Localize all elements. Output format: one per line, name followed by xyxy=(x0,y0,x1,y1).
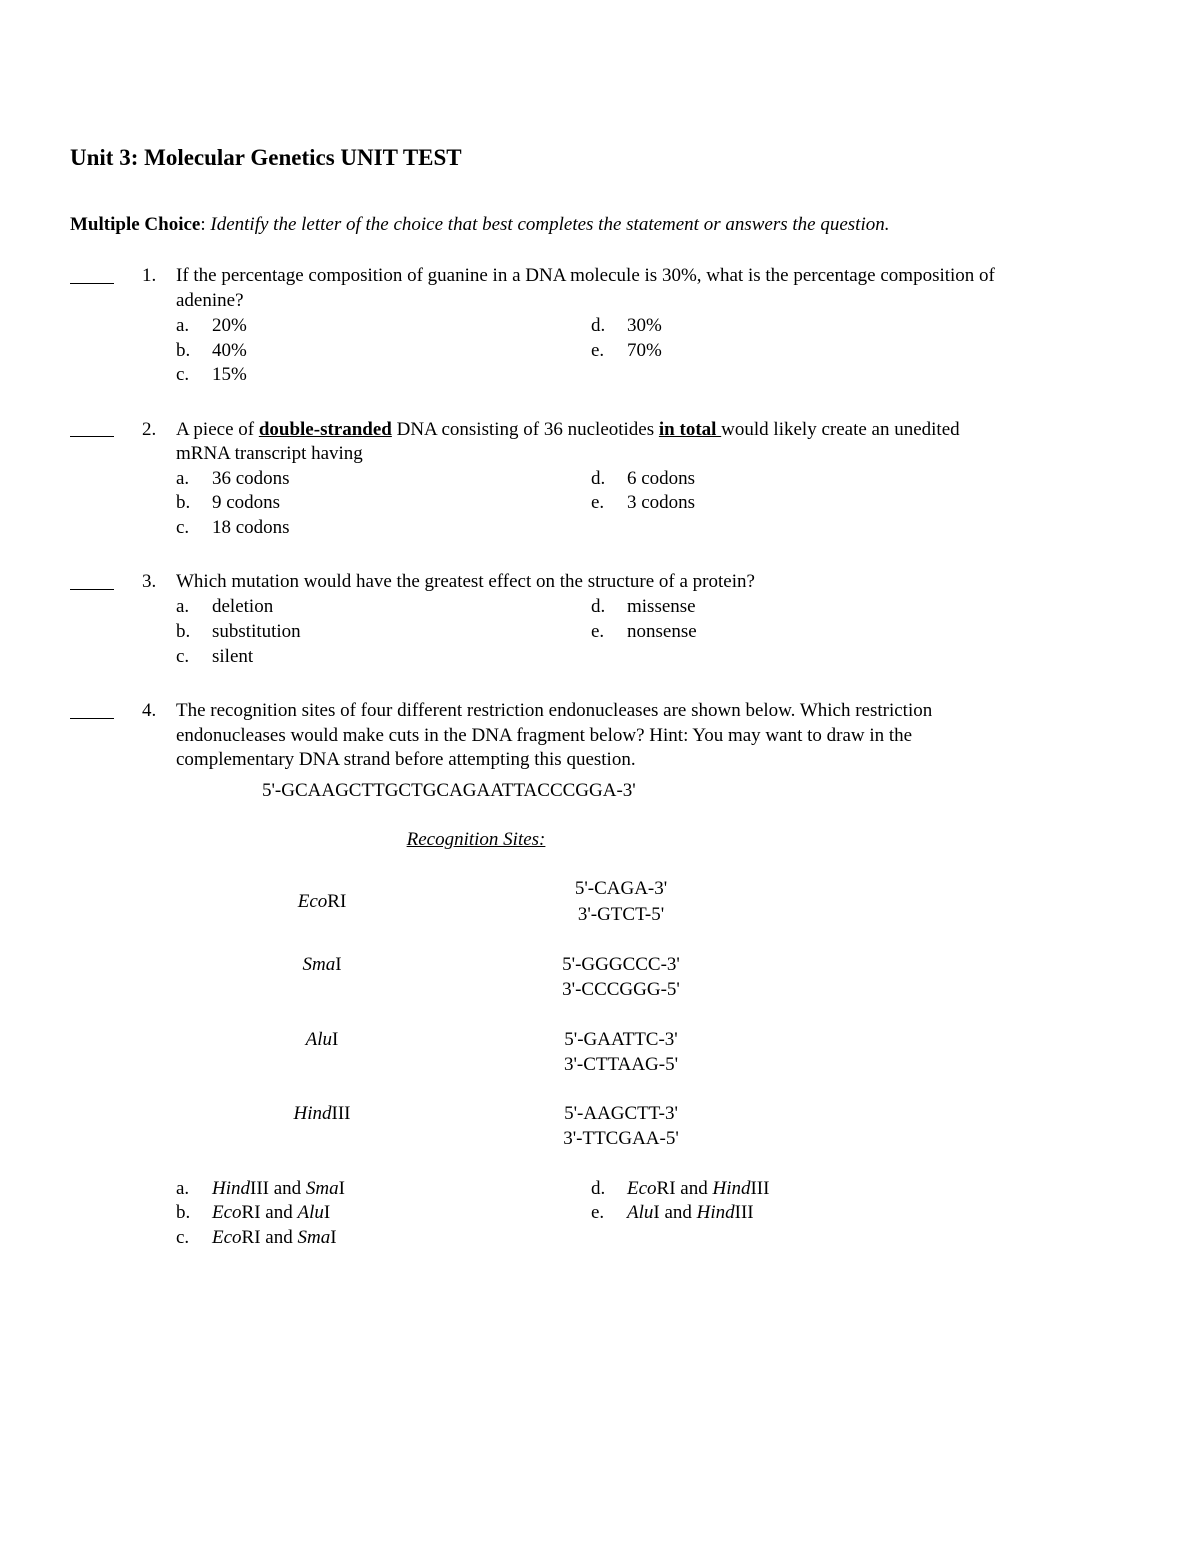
stem-text: would likely create an unedited xyxy=(721,419,960,440)
option-d[interactable] xyxy=(591,597,696,616)
enzyme-rest: III xyxy=(250,1178,269,1199)
site-top-strand: 5'-CAGA-3' xyxy=(574,878,668,899)
site-bottom-strand: 3'-CTTAAG-5' xyxy=(563,1054,679,1075)
enzyme-italic: Eco xyxy=(212,1202,242,1223)
enzyme-name-rest: I xyxy=(332,1029,339,1050)
option-letter: e. xyxy=(591,492,605,513)
enzyme-italic: Hind xyxy=(696,1202,735,1223)
option-d[interactable] xyxy=(591,1179,769,1198)
question-stem: mRNA transcript having xyxy=(176,443,363,464)
question-number: 4. xyxy=(142,700,157,721)
enzyme-rest: RI xyxy=(241,1202,261,1223)
enzyme-rest: I xyxy=(653,1202,660,1223)
option-conjunction: and xyxy=(260,1202,298,1223)
option-letter: c. xyxy=(176,517,190,538)
option-text: nonsense xyxy=(627,621,697,642)
question-stem xyxy=(176,420,960,439)
option-e[interactable] xyxy=(591,1203,754,1222)
option-text: 30% xyxy=(627,315,662,336)
enzyme-italic: Hind xyxy=(712,1178,751,1199)
enzyme-name-italic: Alu xyxy=(305,1029,333,1050)
enzyme-italic: Eco xyxy=(212,1227,242,1248)
enzyme-italic: Hind xyxy=(212,1178,250,1199)
option-e[interactable] xyxy=(591,493,695,512)
enzyme-rest: III xyxy=(750,1178,770,1199)
enzyme-italic: Sma xyxy=(305,1178,339,1199)
option-letter: d. xyxy=(591,1178,606,1199)
option-conjunction: and xyxy=(268,1178,306,1199)
question-number: 1. xyxy=(142,265,157,286)
recognition-sites-title: Recognition Sites: xyxy=(406,829,546,850)
option-letter: d. xyxy=(591,468,606,489)
enzyme-italic: Sma xyxy=(297,1227,331,1248)
enzyme-rest: RI xyxy=(241,1227,261,1248)
enzyme-name xyxy=(294,1104,351,1123)
option-c[interactable] xyxy=(176,518,290,537)
option-conjunction: and xyxy=(675,1178,713,1199)
site-bottom-strand: 3'-CCCGGG-5' xyxy=(562,979,680,1000)
option-letter: b. xyxy=(176,340,191,361)
instructions-colon: : xyxy=(200,214,206,235)
option-letter: b. xyxy=(176,492,191,513)
question-stem: endonucleases would make cuts in the DNA fragment below? Hint: You may want to draw in the xyxy=(176,725,913,746)
answer-blank-2[interactable] xyxy=(70,436,114,437)
option-text: 36 codons xyxy=(212,468,290,489)
option-e[interactable] xyxy=(591,622,697,641)
option-letter: d. xyxy=(591,596,606,617)
instructions-text: Identify the letter of the choice that best completes the statement or answers the question. xyxy=(210,214,890,235)
option-text: silent xyxy=(212,646,254,667)
emphasis-in-total: in total xyxy=(658,419,722,440)
option-b[interactable] xyxy=(176,622,301,641)
enzyme-italic: Alu xyxy=(627,1202,654,1223)
option-c[interactable] xyxy=(176,365,247,384)
option-letter: d. xyxy=(591,315,606,336)
option-letter: c. xyxy=(176,1227,190,1248)
option-e[interactable] xyxy=(591,341,662,360)
enzyme-name xyxy=(302,955,341,974)
site-top-strand: 5'-GAATTC-3' xyxy=(564,1029,678,1050)
option-letter: b. xyxy=(176,1202,191,1223)
option-text: 15% xyxy=(212,364,247,385)
enzyme-name xyxy=(306,1030,339,1049)
option-c[interactable] xyxy=(176,1228,337,1247)
option-conjunction: and xyxy=(659,1202,697,1223)
option-text: 70% xyxy=(627,340,662,361)
option-letter: a. xyxy=(176,315,190,336)
option-d[interactable] xyxy=(591,469,695,488)
site-top-strand: 5'-AAGCTT-3' xyxy=(564,1103,678,1124)
option-a[interactable] xyxy=(176,469,290,488)
option-letter: e. xyxy=(591,1202,605,1223)
option-a[interactable] xyxy=(176,1179,345,1198)
option-text: 3 codons xyxy=(627,492,696,513)
enzyme-name-italic: Eco xyxy=(297,891,328,912)
option-letter: c. xyxy=(176,364,190,385)
option-letter: e. xyxy=(591,340,605,361)
question-number: 2. xyxy=(142,419,157,440)
option-text: 9 codons xyxy=(212,492,281,513)
option-letter: b. xyxy=(176,621,191,642)
question-stem: If the percentage composition of guanine in a DNA molecule is 30%, what is the percentage composition of xyxy=(176,265,995,286)
question-stem: Which mutation would have the greatest effect on the structure of a protein? xyxy=(176,571,755,592)
option-letter: e. xyxy=(591,621,605,642)
enzyme-name-rest: I xyxy=(335,954,342,975)
enzyme-rest: I xyxy=(330,1227,337,1248)
enzyme-italic: Eco xyxy=(627,1178,657,1199)
option-b[interactable] xyxy=(176,493,280,512)
option-conjunction: and xyxy=(260,1227,298,1248)
enzyme-name-rest: III xyxy=(331,1103,351,1124)
option-a[interactable] xyxy=(176,316,247,335)
stem-text: DNA consisting of 36 nucleotides xyxy=(391,419,659,440)
option-text: 20% xyxy=(212,315,247,336)
site-bottom-strand: 3'-TTCGAA-5' xyxy=(563,1128,679,1149)
question-stem: adenine? xyxy=(176,290,244,311)
dna-sequence: 5'-GCAAGCTTGCTGCAGAATTACCCGGA-3' xyxy=(262,780,636,801)
question-stem: complementary DNA strand before attempting this question. xyxy=(176,749,636,770)
instructions xyxy=(70,215,890,234)
enzyme-name-italic: Sma xyxy=(302,954,336,975)
enzyme-name-italic: Hind xyxy=(293,1103,332,1124)
option-text: 18 codons xyxy=(212,517,290,538)
enzyme-rest: III xyxy=(734,1202,754,1223)
page-title: Unit 3: Molecular Genetics UNIT TEST xyxy=(70,145,462,170)
option-letter: a. xyxy=(176,596,190,617)
answer-blank-1[interactable] xyxy=(70,283,114,284)
answer-blank-3[interactable] xyxy=(70,589,114,590)
option-letter: a. xyxy=(176,468,190,489)
enzyme-rest: RI xyxy=(656,1178,676,1199)
option-text: substitution xyxy=(212,621,301,642)
enzyme-name xyxy=(298,892,347,911)
enzyme-name-rest: RI xyxy=(327,891,347,912)
option-c[interactable] xyxy=(176,647,253,666)
enzyme-rest: I xyxy=(323,1202,331,1223)
option-text: deletion xyxy=(212,596,274,617)
question-number: 3. xyxy=(142,571,157,592)
option-a[interactable] xyxy=(176,597,273,616)
site-bottom-strand: 3'-GTCT-5' xyxy=(577,904,665,925)
site-top-strand: 5'-GGGCCC-3' xyxy=(562,954,680,975)
option-letter: a. xyxy=(176,1178,190,1199)
enzyme-italic: Alu xyxy=(297,1202,324,1223)
emphasis-double-stranded: double-stranded xyxy=(258,419,392,440)
instructions-heading: Multiple Choice xyxy=(70,214,201,235)
option-text: 6 codons xyxy=(627,468,696,489)
option-text: missense xyxy=(627,596,696,617)
option-letter: c. xyxy=(176,646,190,667)
option-d[interactable] xyxy=(591,316,662,335)
option-b[interactable] xyxy=(176,1203,330,1222)
enzyme-rest: I xyxy=(338,1178,345,1199)
question-stem: The recognition sites of four different restriction endonucleases are shown below. Which restriction xyxy=(176,700,933,721)
option-b[interactable] xyxy=(176,341,247,360)
answer-blank-4[interactable] xyxy=(70,718,114,719)
stem-text: A piece of xyxy=(176,419,259,440)
option-text: 40% xyxy=(212,340,247,361)
